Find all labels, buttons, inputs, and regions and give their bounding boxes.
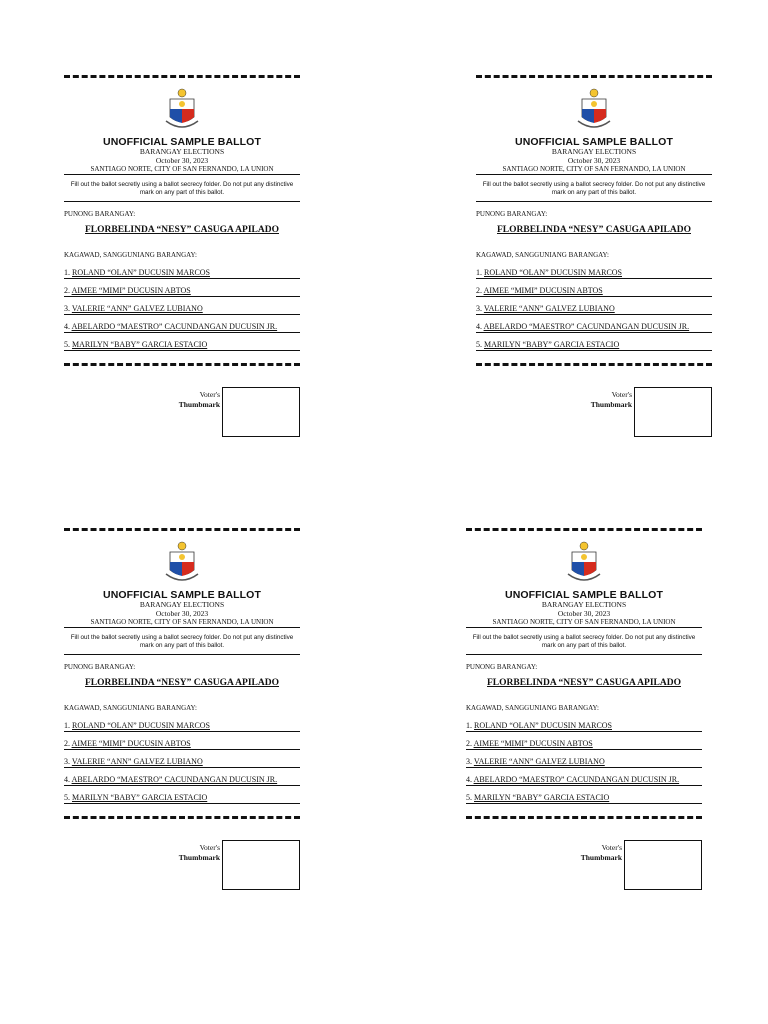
kagawad-candidate: [466, 757, 702, 768]
candidate-number: 5.: [466, 793, 472, 802]
election-name: BARANGAY ELECTIONS: [541, 600, 627, 609]
candidate-name: VALERIE “ANN” GALVEZ LUBIANO: [473, 757, 605, 766]
candidate-number: 5.: [476, 340, 482, 349]
thumbmark-section: [476, 387, 712, 437]
thumbmark-label: [179, 390, 220, 410]
candidate-number: 2.: [64, 739, 70, 748]
cut-line: [64, 75, 300, 78]
candidate-name: ROLAND “OLAN” DUCUSIN MARCOS: [72, 721, 210, 730]
ballot-top-right: [476, 75, 712, 437]
thumbmark-text: Thumbmark: [178, 853, 220, 862]
kagawad-candidate: [64, 757, 300, 768]
kagawad-label: KAGAWAD, SANGGUNIANG BARANGAY:: [476, 251, 609, 259]
election-name: BARANGAY ELECTIONS: [551, 147, 637, 156]
cut-line: [64, 528, 300, 531]
candidate-number: 2.: [466, 739, 472, 748]
ballot-title: UNOFFICIAL SAMPLE BALLOT: [515, 136, 673, 148]
kagawad-candidate: [64, 286, 300, 297]
candidate-name: AIMEE “MIMI” DUCUSIN ABTOS: [71, 286, 191, 295]
kagawad-candidate: [64, 739, 300, 750]
thumbmark-box[interactable]: [222, 840, 300, 890]
kagawad-label: KAGAWAD, SANGGUNIANG BARANGAY:: [64, 704, 197, 712]
candidate-number: 1.: [476, 268, 482, 277]
candidate-number: 3.: [466, 757, 472, 766]
candidate-name: ROLAND “OLAN” DUCUSIN MARCOS: [72, 268, 210, 277]
candidate-number: 4.: [476, 322, 482, 331]
ballot-instructions: Fill out the ballot secretly using a ballot secrecy folder. Do not put any distinctive mark on any part of this ballot.: [64, 634, 300, 655]
kagawad-candidate: [64, 775, 300, 786]
ballot-instructions: Fill out the ballot secretly using a ballot secrecy folder. Do not put any distinctive mark on any part of this ballot.: [466, 634, 702, 655]
kagawad-candidate: [64, 322, 300, 333]
punong-barangay-candidate: FLORBELINDA “NESY” CASUGA APILADO: [85, 678, 279, 688]
philippine-seal-icon: [162, 87, 202, 133]
cut-line: [476, 75, 712, 78]
candidate-number: 3.: [64, 304, 70, 313]
thumbmark-label: [581, 843, 622, 863]
punong-barangay-candidate: FLORBELINDA “NESY” CASUGA APILADO: [487, 678, 681, 688]
election-date: October 30, 2023: [155, 155, 209, 165]
candidate-name: VALERIE “ANN” GALVEZ LUBIANO: [71, 757, 203, 766]
candidate-number: 1.: [64, 721, 70, 730]
voter-label: Voter's: [611, 390, 632, 399]
candidate-number: 3.: [476, 304, 482, 313]
candidate-name: VALERIE “ANN” GALVEZ LUBIANO: [483, 304, 615, 313]
kagawad-candidate: [466, 739, 702, 750]
cut-line: [466, 816, 702, 819]
voter-label: Voter's: [601, 843, 622, 852]
thumbmark-box[interactable]: [634, 387, 712, 437]
kagawad-label: KAGAWAD, SANGGUNIANG BARANGAY:: [466, 704, 599, 712]
candidate-name: MARILYN “BABY” GARCIA ESTACIO: [72, 793, 208, 802]
kagawad-candidate: [64, 268, 300, 279]
election-date: October 30, 2023: [557, 608, 611, 618]
cut-line: [64, 363, 300, 366]
election-name: BARANGAY ELECTIONS: [139, 147, 225, 156]
kagawad-candidate: [476, 304, 712, 315]
candidate-name: VALERIE “ANN” GALVEZ LUBIANO: [71, 304, 203, 313]
kagawad-candidate: [476, 286, 712, 297]
cut-line: [64, 816, 300, 819]
philippine-seal-icon: [574, 87, 614, 133]
thumbmark-text: Thumbmark: [580, 853, 622, 862]
kagawad-candidate: [476, 268, 712, 279]
candidate-number: 3.: [64, 757, 70, 766]
kagawad-list: [476, 268, 712, 351]
thumbmark-text: Thumbmark: [178, 400, 220, 409]
voter-label: Voter's: [199, 390, 220, 399]
ballot-instructions: Fill out the ballot secretly using a ballot secrecy folder. Do not put any distinctive mark on any part of this ballot.: [476, 181, 712, 202]
punong-barangay-candidate: FLORBELINDA “NESY” CASUGA APILADO: [85, 225, 279, 235]
kagawad-candidate: [64, 721, 300, 732]
candidate-name: AIMEE “MIMI” DUCUSIN ABTOS: [473, 739, 593, 748]
kagawad-candidate: [64, 793, 300, 804]
voter-label: Voter's: [199, 843, 220, 852]
cut-line: [476, 363, 712, 366]
election-location: SANTIAGO NORTE, CITY OF SAN FERNANDO, LA UNION: [64, 618, 300, 628]
candidate-number: 5.: [64, 340, 70, 349]
candidate-name: MARILYN “BABY” GARCIA ESTACIO: [72, 340, 208, 349]
philippine-seal-icon: [564, 540, 604, 586]
candidate-name: ABELARDO “MAESTRO” CACUNDANGAN DUCUSIN JR.: [71, 775, 278, 784]
election-location: SANTIAGO NORTE, CITY OF SAN FERNANDO, LA UNION: [476, 165, 712, 175]
candidate-name: ABELARDO “MAESTRO” CACUNDANGAN DUCUSIN JR.: [71, 322, 278, 331]
candidate-name: AIMEE “MIMI” DUCUSIN ABTOS: [483, 286, 603, 295]
candidate-number: 5.: [64, 793, 70, 802]
ballot-title: UNOFFICIAL SAMPLE BALLOT: [103, 589, 261, 601]
election-location: SANTIAGO NORTE, CITY OF SAN FERNANDO, LA UNION: [466, 618, 702, 628]
kagawad-list: [64, 721, 300, 804]
ballot-bottom-left: [64, 528, 300, 890]
cut-line: [466, 528, 702, 531]
candidate-name: ABELARDO “MAESTRO” CACUNDANGAN DUCUSIN JR.: [483, 322, 690, 331]
candidate-number: 4.: [466, 775, 472, 784]
kagawad-label: KAGAWAD, SANGGUNIANG BARANGAY:: [64, 251, 197, 259]
kagawad-candidate: [64, 340, 300, 351]
ballot-bottom-right: [466, 528, 702, 890]
candidate-name: AIMEE “MIMI” DUCUSIN ABTOS: [71, 739, 191, 748]
kagawad-candidate: [466, 721, 702, 732]
thumbmark-label: [591, 390, 632, 410]
candidate-number: 4.: [64, 775, 70, 784]
kagawad-candidate: [466, 775, 702, 786]
kagawad-candidate: [476, 322, 712, 333]
ballot-title: UNOFFICIAL SAMPLE BALLOT: [505, 589, 663, 601]
kagawad-candidate: [476, 340, 712, 351]
candidate-number: 2.: [64, 286, 70, 295]
punong-barangay-label: PUNONG BARANGAY:: [64, 663, 136, 671]
punong-barangay-label: PUNONG BARANGAY:: [64, 210, 136, 218]
thumbmark-section: [64, 840, 300, 890]
election-date: October 30, 2023: [567, 155, 621, 165]
ballot-instructions: Fill out the ballot secretly using a ballot secrecy folder. Do not put any distinctive mark on any part of this ballot.: [64, 181, 300, 202]
candidate-number: 2.: [476, 286, 482, 295]
candidate-number: 1.: [466, 721, 472, 730]
candidate-name: ABELARDO “MAESTRO” CACUNDANGAN DUCUSIN JR.: [473, 775, 680, 784]
election-location: SANTIAGO NORTE, CITY OF SAN FERNANDO, LA UNION: [64, 165, 300, 175]
thumbmark-section: [64, 387, 300, 437]
candidate-name: ROLAND “OLAN” DUCUSIN MARCOS: [484, 268, 622, 277]
punong-barangay-label: PUNONG BARANGAY:: [476, 210, 548, 218]
candidate-name: MARILYN “BABY” GARCIA ESTACIO: [484, 340, 620, 349]
punong-barangay-label: PUNONG BARANGAY:: [466, 663, 538, 671]
kagawad-candidate: [466, 793, 702, 804]
thumbmark-box[interactable]: [222, 387, 300, 437]
thumbmark-text: Thumbmark: [590, 400, 632, 409]
candidate-number: 4.: [64, 322, 70, 331]
philippine-seal-icon: [162, 540, 202, 586]
kagawad-list: [466, 721, 702, 804]
candidate-number: 1.: [64, 268, 70, 277]
election-name: BARANGAY ELECTIONS: [139, 600, 225, 609]
thumbmark-label: [179, 843, 220, 863]
thumbmark-section: [466, 840, 702, 890]
ballot-top-left: [64, 75, 300, 437]
candidate-name: MARILYN “BABY” GARCIA ESTACIO: [474, 793, 610, 802]
ballot-title: UNOFFICIAL SAMPLE BALLOT: [103, 136, 261, 148]
punong-barangay-candidate: FLORBELINDA “NESY” CASUGA APILADO: [497, 225, 691, 235]
kagawad-list: [64, 268, 300, 351]
candidate-name: ROLAND “OLAN” DUCUSIN MARCOS: [474, 721, 612, 730]
thumbmark-box[interactable]: [624, 840, 702, 890]
kagawad-candidate: [64, 304, 300, 315]
election-date: October 30, 2023: [155, 608, 209, 618]
